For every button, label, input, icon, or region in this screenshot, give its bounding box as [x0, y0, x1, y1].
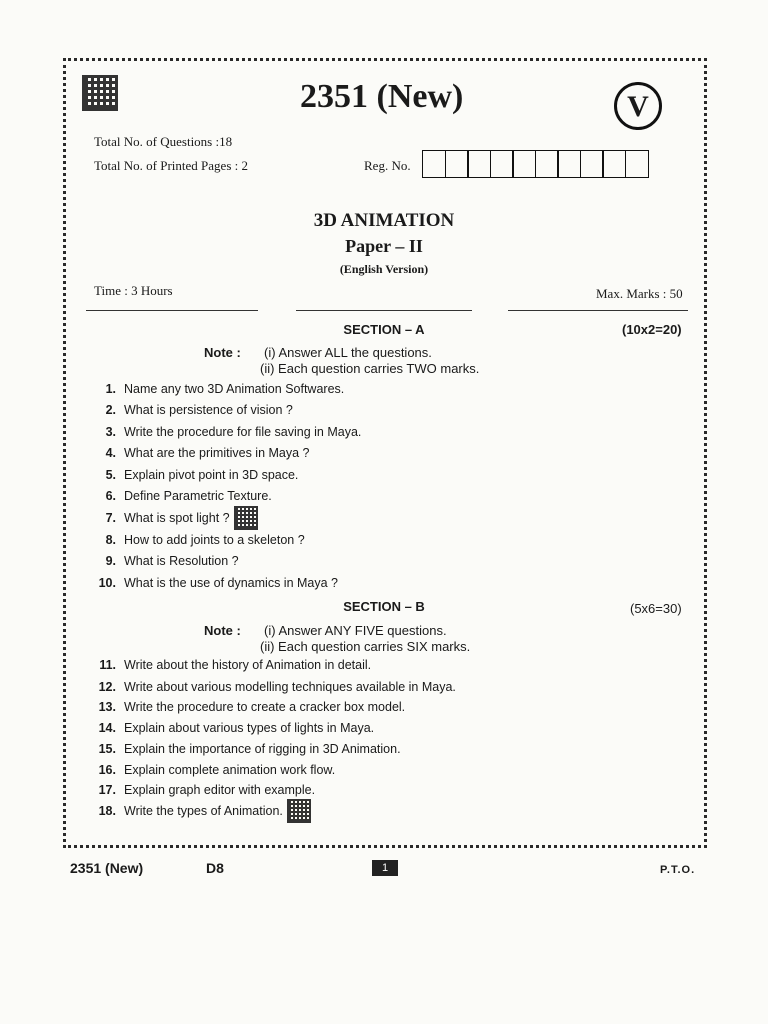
pto-label: P.T.O.	[660, 864, 696, 876]
time-duration: Time : 3 Hours	[94, 283, 173, 298]
divider	[86, 310, 258, 311]
section-b-note	[204, 623, 524, 659]
footer-set-code: D8	[206, 860, 224, 876]
qr-code-icon	[234, 506, 258, 530]
divider	[508, 310, 688, 311]
note-label: Note :	[204, 623, 241, 638]
paper-code: 2351 (New)	[300, 78, 464, 115]
qr-code-icon	[82, 75, 118, 111]
note-line-1: (i) Answer ALL the questions.	[264, 345, 432, 360]
subject-title: 3D ANIMATION	[313, 210, 455, 231]
question-item: 4. What are the primitives in Maya ?	[105, 446, 310, 460]
version-badge: V	[614, 82, 662, 130]
max-marks: Max. Marks : 50	[596, 286, 683, 301]
question-item: 7. What is spot light ?	[86, 508, 258, 528]
question-item: 17. Explain graph editor with example.	[98, 783, 316, 797]
reg-no-boxes	[422, 150, 647, 178]
footer-paper-code: 2351 (New)	[70, 860, 144, 876]
note-line-2: (ii) Each question carries TWO marks.	[260, 361, 480, 376]
note-line-1: (i) Answer ANY FIVE questions.	[264, 623, 447, 638]
reg-no-label: Reg. No.	[364, 158, 411, 173]
question-item: 13. Write the procedure to create a cracker box model.	[98, 700, 406, 714]
question-item: 5. Explain pivot point in 3D space.	[105, 468, 299, 482]
section-b-marks: (5x6=30)	[630, 601, 682, 616]
question-item: 11. Write about the history of Animation in detail.	[99, 658, 372, 672]
total-pages: Total No. of Printed Pages : 2	[94, 158, 248, 173]
question-item: 15. Explain the importance of rigging in 3D Animation.	[98, 742, 401, 756]
language-version: (English Version)	[339, 262, 429, 276]
question-item: 8. How to add joints to a skeleton ?	[105, 533, 305, 547]
paper-title: Paper – II	[345, 236, 423, 256]
question-item: 10. What is the use of dynamics in Maya ?	[98, 576, 338, 590]
question-item: 3. Write the procedure for file saving in Maya.	[105, 425, 362, 439]
question-item: 18. Write the types of Animation.	[86, 801, 311, 821]
question-item: 12. Write about various modelling techniques available in Maya.	[98, 680, 456, 694]
page-number: 1	[372, 860, 398, 876]
section-b-title: SECTION – B	[343, 599, 425, 614]
question-item: 1. Name any two 3D Animation Softwares.	[105, 382, 345, 396]
section-a-marks: (10x2=20)	[622, 322, 682, 337]
total-questions: Total No. of Questions :18	[94, 134, 233, 149]
note-label: Note :	[204, 345, 241, 360]
section-a-note	[204, 345, 524, 381]
divider	[296, 310, 472, 311]
qr-code-icon	[287, 799, 311, 823]
question-item: 14. Explain about various types of lights in Maya.	[98, 721, 375, 735]
note-line-2: (ii) Each question carries SIX marks.	[260, 639, 471, 654]
question-item: 2. What is persistence of vision ?	[105, 403, 293, 417]
question-item: 16. Explain complete animation work flow.	[98, 763, 336, 777]
section-a-title: SECTION – A	[343, 322, 425, 337]
question-item: 6. Define Parametric Texture.	[105, 489, 272, 503]
question-item: 9. What is Resolution ?	[105, 554, 239, 568]
